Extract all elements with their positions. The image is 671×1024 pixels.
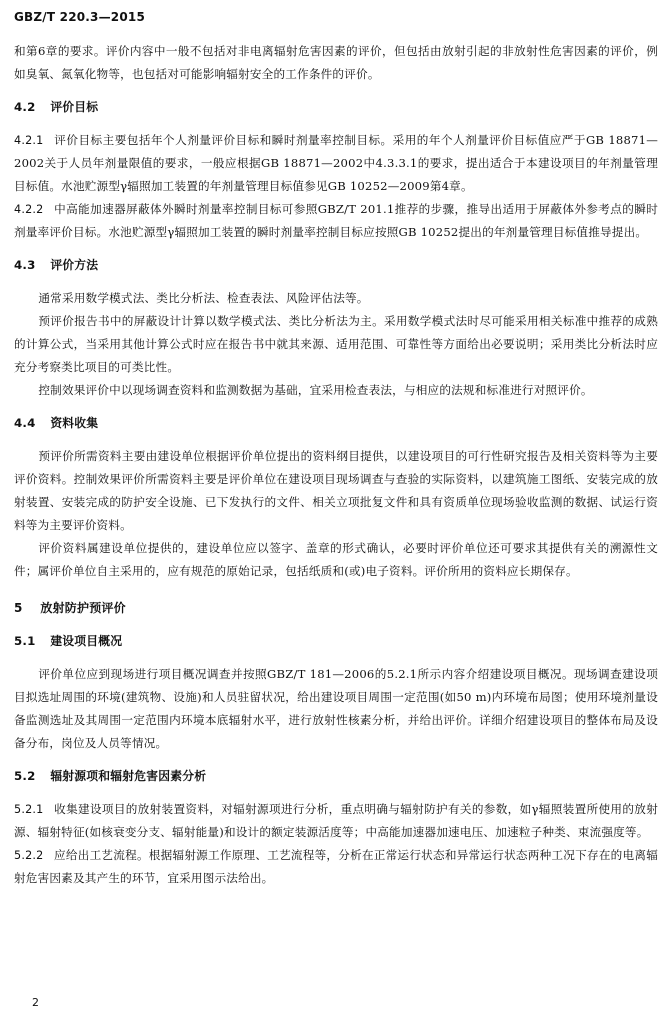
section-number: 5.1 — [14, 634, 36, 648]
clause-4-2-2 — [14, 198, 658, 244]
paragraph: 控制效果评价中以现场调查资料和监测数据为基础，宜采用检查表法，与相应的法规和标准进行对照评价。 — [38, 383, 593, 397]
clause-text: 评价目标主要包括年个人剂量评价目标和瞬时剂量率控制目标。采用的年个人剂量评价目标值应严于GB 18871—2002关于人员年剂量限值的要求，一般应根据GB 18871—2002中4.3.3.1的要求，提出适合于本建设项目的年剂量管理目标值。水池贮源型γ辐照加工装置的年剂量管理目标值参见GB 10252—2009第4章。 — [14, 133, 658, 193]
paragraph: 评价单位应到现场进行项目概况调查并按照GBZ/T 181—2006的5.2.1所示内容介绍建设项目概况。现场调查建设项目拟选址周围的环境(建筑物、设施)和人员驻留状况，给出建设项目周围一定范围(如50 m)内环境布局图；使用环境剂量设备监测选址及其周围一定范围内环境本底辐射水平，进行放射性核素分析，并给出评价。详细介绍建设项目的整体布局及设备分布，岗位及人员等情况。 — [14, 667, 658, 750]
section-heading-4-2 — [14, 96, 658, 119]
section-heading-5-2 — [14, 765, 658, 788]
paragraph: 通常采用数学模式法、类比分析法、检查表法、风险评估法等。 — [38, 291, 369, 305]
section-heading-4-4 — [14, 412, 658, 435]
chapter-title: 放射防护预评价 — [40, 601, 126, 615]
section-title: 辐射源项和辐射危害因素分析 — [50, 769, 207, 783]
section-heading-5-1 — [14, 630, 658, 653]
clause-number: 5.2.1 — [14, 803, 44, 816]
clause-text: 收集建设项目的放射装置资料，对辐射源项进行分析，重点明确与辐射防护有关的参数，如γ辐照装置所使用的放射源、辐射特征(如核衰变分支、辐射能量)和设计的额定装源活度等；中高能加速器加速电压、加速粒子种类、束流强度等。 — [14, 802, 658, 839]
chapter-number: 5 — [14, 601, 23, 615]
section-number: 5.2 — [14, 769, 36, 783]
clause-number: 4.2.1 — [14, 134, 44, 147]
section-title: 建设项目概况 — [50, 634, 123, 648]
clause-number: 5.2.2 — [14, 849, 44, 862]
document-body — [14, 40, 658, 890]
section-heading-4-3 — [14, 254, 658, 277]
clause-text: 中高能加速器屏蔽体外瞬时剂量率控制目标可参照GBZ/T 201.1推荐的步骤，推导出适用于屏蔽体外参考点的瞬时剂量率评价目标。水池贮源型γ辐照加工装置的瞬时剂量率控制目标应按照GB 10252提出的年剂量管理目标值推导提出。 — [14, 202, 658, 239]
section-title: 评价目标 — [50, 100, 99, 114]
clause-5-2-1 — [14, 798, 658, 844]
section-number: 4.3 — [14, 258, 36, 272]
clause-number: 4.2.2 — [14, 203, 44, 216]
section-number: 4.4 — [14, 416, 36, 430]
document-header: GBZ/T 220.3—2015 — [14, 10, 145, 24]
chapter-heading-5 — [14, 597, 658, 620]
page-number: 2 — [32, 996, 39, 1009]
clause-4-2-1 — [14, 129, 658, 198]
paragraph: 评价资料属建设单位提供的，建设单位应以签字、盖章的形式确认，必要时评价单位还可要求其提供有关的溯源性文件；属评价单位自主采用的，应有规范的原始记录，包括纸质和(或)电子资料。评价所用的资料应长期保存。 — [14, 541, 658, 578]
section-title: 评价方法 — [50, 258, 99, 272]
paragraph: 预评价所需资料主要由建设单位根据评价单位提出的资料纲目提供，以建设项目的可行性研究报告及相关资料等为主要评价资料。控制效果评价所需资料主要是评价单位在建设项目现场调查与查验的实际资料，以建筑施工图纸、安装完成的放射装置、安装完成的防护安全设施、已下发执行的文件、相关立项批复文件和具有资质单位现场验收监测的数据、试运行资料等为主要评价资料。 — [14, 449, 658, 532]
clause-text: 应给出工艺流程。根据辐射源工作原理、工艺流程等，分析在正常运行状态和异常运行状态两种工况下存在的电离辐射危害因素及其产生的环节，宜采用图示法给出。 — [14, 848, 658, 885]
paragraph: 预评价报告书中的屏蔽设计计算以数学模式法、类比分析法为主。采用数学模式法时尽可能采用相关标准中推荐的成熟的计算公式，当采用其他计算公式时应在报告书中就其来源、适用范围、可靠性等方面给出必要说明；采用类比分析法时应充分考察类比项目的可类比性。 — [14, 314, 658, 374]
section-title: 资料收集 — [50, 416, 99, 430]
section-number: 4.2 — [14, 100, 36, 114]
intro-paragraph: 和第6章的要求。评价内容中一般不包括对非电离辐射危害因素的评价，但包括由放射引起的非放射性危害因素的评价，例如臭氧、氮氧化物等，也包括对可能影响辐射安全的工作条件的评价。 — [14, 44, 658, 81]
clause-5-2-2 — [14, 844, 658, 890]
